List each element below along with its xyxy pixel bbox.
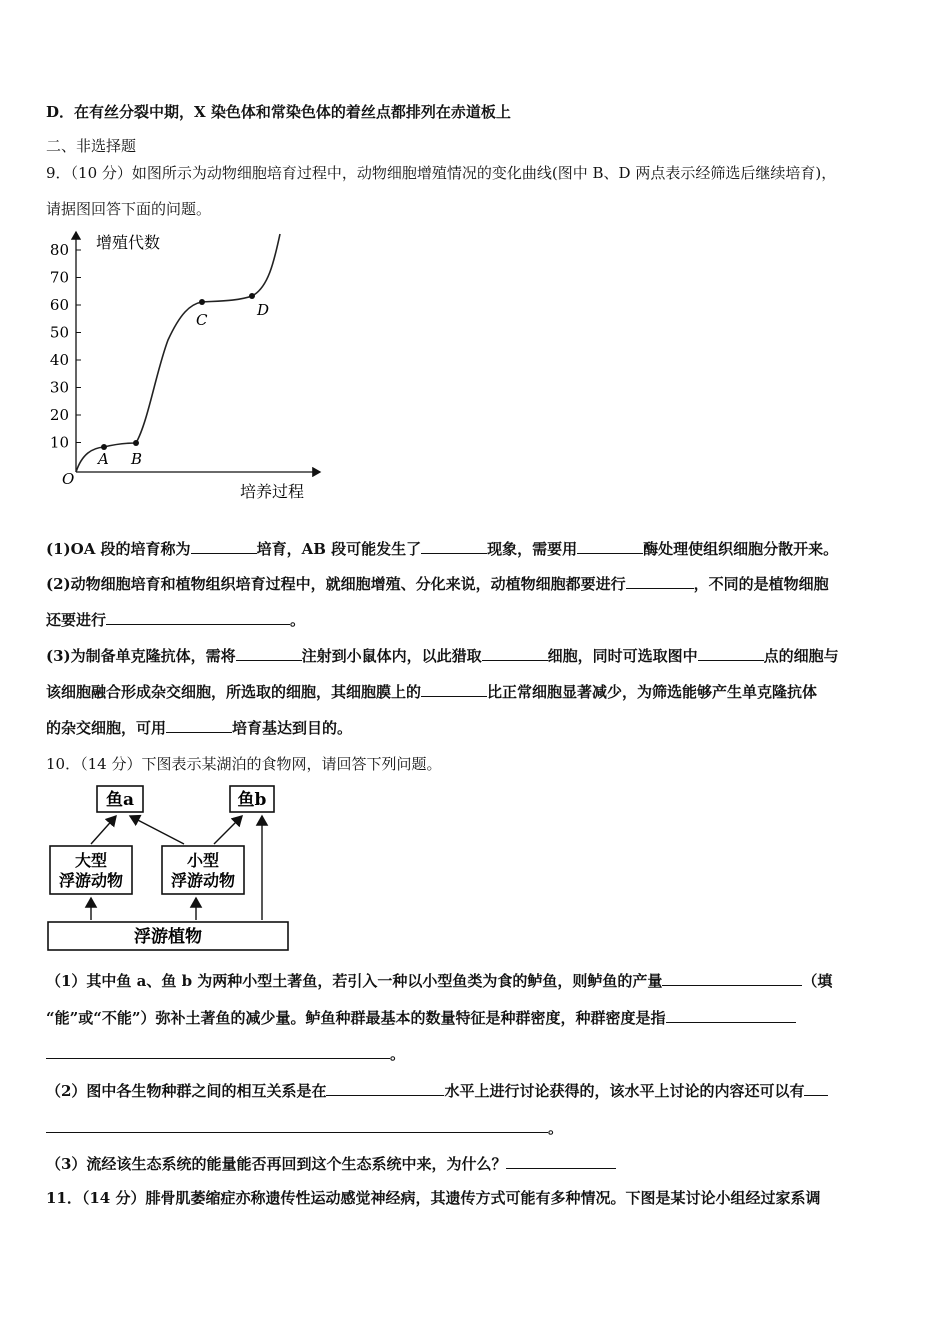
arrow-big-to-fish-a [91,816,116,844]
point-d [249,293,255,299]
q10-part-1-line-2: “能”或“不能”）弥补土著鱼的减少量。鲈鱼种群最基本的数量特征是种群密度，种群密度是指 [46,1007,796,1029]
y-tick-60: 60 [49,296,69,314]
answer-blank[interactable] [577,539,643,554]
y-tick-50: 50 [49,323,69,342]
y-axis-label: 增殖代数 [96,233,161,252]
answer-blank[interactable] [236,646,302,661]
answer-blank[interactable] [482,646,548,661]
x-axis-label: 培养过程 [240,482,305,501]
big-zooplankton-label-2: 浮游动物 [58,871,124,890]
answer-blank[interactable] [662,971,802,986]
answer-blank[interactable] [626,574,694,589]
q9-part-1: (1)OA 段的培育称为 培育，AB 段可能发生了 现象，需要用 酶处理使组织细胞分散开来。 [46,540,839,558]
q10-part-1-line-3: 。 [46,1043,405,1065]
q10-part-1-line-1: （1）其中鱼 a、鱼 b 为两种小型土著鱼，若引入一种以小型鱼类为食的鲈鱼，则鲈鱼的产量 （填 [46,972,833,990]
point-b [133,440,139,446]
q9-part-3-line-3: 的杂交细胞，可用 培育基达到目的。 [46,719,353,737]
point-b-label: B [131,450,143,468]
q10-part-2-line-2: 。 [46,1117,563,1139]
y-tick-30: 30 [49,378,69,397]
q9-growth-chart [40,222,340,512]
q10-part-2-line-1: （2）图中各生物种群之间的相互关系是在 水平上进行讨论获得的，该水平上讨论的内容还可以有 [46,1080,828,1102]
answer-blank[interactable] [666,1008,796,1023]
answer-blank[interactable] [46,1118,548,1133]
point-a-label: A [98,450,109,468]
point-c-label: C [196,311,208,329]
answer-blank[interactable] [804,1081,828,1096]
arrow-small-to-fish-a [130,816,184,844]
point-d-label: D [257,301,270,319]
fish-b-label: 鱼b [237,790,267,810]
answer-blank[interactable] [698,646,764,661]
y-ticks [76,250,81,443]
answer-blank[interactable] [421,682,487,697]
answer-blank[interactable] [421,539,487,554]
big-zooplankton-label-1: 大型 [74,851,108,870]
fish-a-label: 鱼a [105,790,135,810]
arrow-small-to-fish-b [214,816,242,844]
q9-part-2-line-2: 还要进行 。 [46,611,306,629]
answer-blank[interactable] [166,718,232,733]
answer-blank[interactable] [106,610,290,625]
q9-part-3-line-2: 该细胞融合形成杂交细胞，所选取的细胞，其细胞膜上的 比正常细胞显著减少，为筛选能够产生单克隆抗体 [46,683,818,701]
growth-curve [76,234,280,472]
y-tick-10: 10 [49,433,69,452]
answer-blank[interactable] [506,1154,616,1169]
q9-stem-line-2: 请据图回答下面的问题。 [46,200,212,218]
small-zooplankton-label-2: 浮游动物 [170,871,236,890]
y-tick-20: 20 [49,406,69,424]
small-zooplankton-label-1: 小型 [186,851,220,870]
q10-food-web [44,782,294,954]
point-c [199,299,205,305]
section-title: 二、非选择题 [46,137,137,155]
answer-blank[interactable] [326,1081,444,1096]
origin-label: O [62,470,75,488]
option-d: D．在有丝分裂中期，X 染色体和常染色体的着丝点都排列在赤道板上 [46,103,511,121]
answer-blank[interactable] [46,1044,390,1059]
q9-stem-line-1: 9．（10 分）如图所示为动物细胞培育过程中，动物细胞增殖情况的变化曲线(图中 B、D 两点表示经筛选后继续培育)， [46,164,837,182]
q10-stem: 10．（14 分）下图表示某湖泊的食物网，请回答下列问题。 [46,755,442,773]
q10-part-3: （3）流经该生态系统的能量能否再回到这个生态系统中来，为什么？ [46,1153,616,1175]
q9-part-3-line-1: (3)为制备单克隆抗体，需将 注射到小鼠体内，以此猎取 细胞，同时可选取图中 点的细胞与 [46,647,839,665]
y-tick-80: 80 [49,241,69,259]
phytoplankton-label: 浮游植物 [134,927,202,947]
y-tick-70: 70 [49,268,69,287]
y-tick-40: 40 [49,351,69,369]
q11-stem: 11．（14 分）腓骨肌萎缩症亦称遗传性运动感觉神经病，其遗传方式可能有多种情况。下图是某讨论小组经过家系调 [46,1189,821,1207]
answer-blank[interactable] [191,539,257,554]
q9-part-2-line-1: (2)动物细胞培育和植物组织培育过程中，就细胞增殖、分化来说，动植物细胞都要进行 ，不同的是植物细胞 [46,575,829,593]
